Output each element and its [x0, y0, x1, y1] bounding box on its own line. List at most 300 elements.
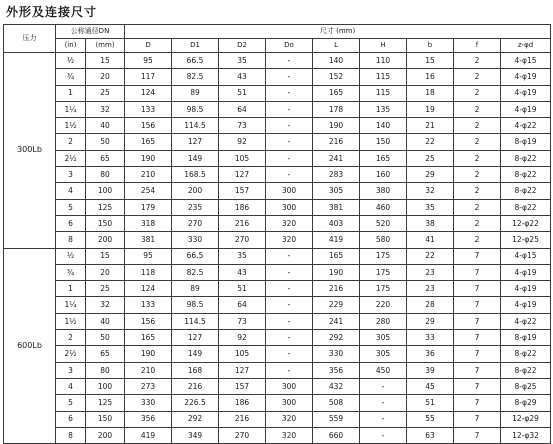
mm-header: (mm)	[86, 39, 125, 53]
cell-size-mm: 32	[86, 297, 125, 313]
cell-b: 39	[407, 362, 454, 378]
cell-D: 124	[125, 281, 172, 297]
cell-L: 216	[313, 281, 360, 297]
cell-L: 241	[313, 313, 360, 329]
table-row	[4, 346, 551, 362]
cell-b: 25	[407, 150, 454, 166]
cell-bolts: 8-φ22	[501, 167, 551, 183]
cell-H: 580	[360, 232, 407, 248]
cell-D2: 186	[219, 199, 266, 215]
cell-bolts: 8-φ22	[501, 150, 551, 166]
cell-D1: 114.5	[172, 118, 219, 134]
cell-H: -	[360, 427, 407, 443]
nominal-size-header: 公称通径DN	[56, 25, 125, 39]
cell-L: 356	[313, 362, 360, 378]
cell-size-mm: 20	[86, 69, 125, 85]
cell-bolts: 4-φ15	[501, 248, 551, 264]
cell-Do: -	[266, 134, 313, 150]
cell-size-mm: 100	[86, 183, 125, 199]
cell-D2: 51	[219, 281, 266, 297]
table-body	[4, 53, 551, 444]
cell-size-mm: 50	[86, 330, 125, 346]
cell-b: 22	[407, 134, 454, 150]
cell-D: 165	[125, 330, 172, 346]
cell-D: 210	[125, 167, 172, 183]
cell-bolts: 4-φ22	[501, 118, 551, 134]
cell-H: 140	[360, 118, 407, 134]
cell-D1: 168.5	[172, 167, 219, 183]
cell-H: 135	[360, 101, 407, 117]
cell-bolts: 4-φ19	[501, 101, 551, 117]
cell-size-in: 2½	[56, 346, 86, 362]
cell-H: 520	[360, 215, 407, 231]
cell-f: 7	[454, 411, 501, 427]
cell-bolts: 4-φ19	[501, 264, 551, 280]
cell-D: 419	[125, 427, 172, 443]
pressure-class-cell: 600Lb	[4, 248, 56, 444]
cell-bolts: 12-φ32	[501, 427, 551, 443]
page-title: 外形及连接尺寸	[6, 5, 98, 19]
cell-D2: 73	[219, 118, 266, 134]
cell-H: 305	[360, 330, 407, 346]
cell-L: 660	[313, 427, 360, 443]
cell-f: 7	[454, 264, 501, 280]
cell-H: 115	[360, 69, 407, 85]
pressure-class-cell: 300Lb	[4, 53, 56, 249]
cell-D1: 98.5	[172, 297, 219, 313]
cell-D2: 270	[219, 232, 266, 248]
cell-b: 16	[407, 69, 454, 85]
cell-f: 2	[454, 101, 501, 117]
table-row	[4, 411, 551, 427]
dimensions-header: 尺寸 (mm)	[125, 25, 551, 39]
cell-D1: 216	[172, 378, 219, 394]
cell-L: 140	[313, 53, 360, 69]
cell-b: 33	[407, 330, 454, 346]
cell-D1: 66.5	[172, 53, 219, 69]
cell-H: 110	[360, 53, 407, 69]
cell-size-in: 1½	[56, 313, 86, 329]
cell-b: 21	[407, 118, 454, 134]
table-row	[4, 330, 551, 346]
cell-f: 2	[454, 215, 501, 231]
cell-L: 190	[313, 264, 360, 280]
col-header-bolts: z-φd	[501, 39, 551, 53]
cell-Do: -	[266, 150, 313, 166]
table-row	[4, 264, 551, 280]
cell-D2: 127	[219, 362, 266, 378]
cell-size-in: 1¼	[56, 101, 86, 117]
cell-Do: -	[266, 264, 313, 280]
cell-size-in: ¾	[56, 69, 86, 85]
cell-size-mm: 80	[86, 167, 125, 183]
cell-b: 23	[407, 264, 454, 280]
cell-Do: -	[266, 118, 313, 134]
cell-D: 190	[125, 346, 172, 362]
cell-size-in: 3	[56, 167, 86, 183]
cell-L: 178	[313, 101, 360, 117]
cell-L: 403	[313, 215, 360, 231]
cell-b: 38	[407, 215, 454, 231]
cell-bolts: 8-φ22	[501, 346, 551, 362]
cell-H: 175	[360, 264, 407, 280]
cell-Do: -	[266, 313, 313, 329]
cell-f: 2	[454, 69, 501, 85]
inch-header: (in)	[56, 39, 86, 53]
cell-Do: -	[266, 167, 313, 183]
cell-L: 559	[313, 411, 360, 427]
cell-L: 216	[313, 134, 360, 150]
cell-bolts: 12-φ25	[501, 232, 551, 248]
cell-bolts: 4-φ15	[501, 53, 551, 69]
col-header-H: H	[360, 39, 407, 53]
cell-H: 380	[360, 183, 407, 199]
cell-size-in: ½	[56, 248, 86, 264]
cell-size-mm: 200	[86, 427, 125, 443]
cell-size-in: 1¼	[56, 297, 86, 313]
cell-bolts: 12-φ22	[501, 215, 551, 231]
table-row	[4, 215, 551, 231]
cell-Do: 300	[266, 378, 313, 394]
cell-D2: 186	[219, 395, 266, 411]
cell-size-in: 6	[56, 215, 86, 231]
cell-Do: 320	[266, 215, 313, 231]
cell-bolts: 4-φ19	[501, 85, 551, 101]
cell-L: 381	[313, 199, 360, 215]
table-row	[4, 199, 551, 215]
cell-size-in: ¾	[56, 264, 86, 280]
cell-f: 7	[454, 248, 501, 264]
cell-D1: 114.5	[172, 313, 219, 329]
cell-D1: 168	[172, 362, 219, 378]
cell-D: 381	[125, 232, 172, 248]
cell-Do: -	[266, 53, 313, 69]
col-header-Do: Do	[266, 39, 313, 53]
cell-H: 165	[360, 150, 407, 166]
cell-Do: 320	[266, 232, 313, 248]
cell-b: 18	[407, 85, 454, 101]
cell-D1: 235	[172, 199, 219, 215]
cell-b: 22	[407, 248, 454, 264]
cell-Do: 320	[266, 411, 313, 427]
cell-b: 28	[407, 297, 454, 313]
cell-D1: 98.5	[172, 101, 219, 117]
cell-size-mm: 80	[86, 362, 125, 378]
cell-Do: -	[266, 101, 313, 117]
cell-D2: 35	[219, 248, 266, 264]
cell-size-in: 1	[56, 85, 86, 101]
cell-size-mm: 65	[86, 150, 125, 166]
cell-bolts: 8-φ25	[501, 378, 551, 394]
cell-D: 190	[125, 150, 172, 166]
cell-bolts: 12-φ29	[501, 411, 551, 427]
cell-D: 210	[125, 362, 172, 378]
cell-bolts: 8-φ29	[501, 395, 551, 411]
cell-L: 292	[313, 330, 360, 346]
cell-Do: -	[266, 85, 313, 101]
cell-Do: 300	[266, 199, 313, 215]
cell-D1: 292	[172, 411, 219, 427]
cell-f: 2	[454, 167, 501, 183]
cell-Do: 300	[266, 395, 313, 411]
cell-Do: -	[266, 330, 313, 346]
cell-f: 7	[454, 427, 501, 443]
cell-D1: 82.5	[172, 264, 219, 280]
cell-L: 432	[313, 378, 360, 394]
cell-size-in: 4	[56, 378, 86, 394]
flange-dimension-table	[3, 24, 551, 444]
cell-D: 95	[125, 248, 172, 264]
cell-L: 305	[313, 183, 360, 199]
table-row	[4, 85, 551, 101]
cell-b: 29	[407, 167, 454, 183]
cell-D1: 349	[172, 427, 219, 443]
cell-D2: 92	[219, 330, 266, 346]
cell-size-mm: 40	[86, 118, 125, 134]
cell-Do: -	[266, 69, 313, 85]
cell-D1: 149	[172, 346, 219, 362]
cell-D: 156	[125, 313, 172, 329]
cell-size-in: 8	[56, 427, 86, 443]
cell-D1: 127	[172, 134, 219, 150]
col-header-D: D	[125, 39, 172, 53]
cell-D2: 105	[219, 346, 266, 362]
cell-D: 133	[125, 297, 172, 313]
cell-L: 190	[313, 118, 360, 134]
cell-f: 2	[454, 53, 501, 69]
cell-f: 7	[454, 313, 501, 329]
cell-D2: 127	[219, 167, 266, 183]
cell-D: 356	[125, 411, 172, 427]
cell-D1: 270	[172, 215, 219, 231]
cell-bolts: 8-φ22	[501, 183, 551, 199]
cell-f: 2	[454, 118, 501, 134]
cell-Do: -	[266, 248, 313, 264]
cell-size-mm: 65	[86, 346, 125, 362]
cell-size-mm: 125	[86, 199, 125, 215]
cell-L: 165	[313, 248, 360, 264]
cell-b: 23	[407, 281, 454, 297]
cell-bolts: 8-φ19	[501, 134, 551, 150]
cell-b: 19	[407, 101, 454, 117]
cell-D1: 330	[172, 232, 219, 248]
cell-H: 175	[360, 248, 407, 264]
cell-size-mm: 40	[86, 313, 125, 329]
cell-b: 36	[407, 346, 454, 362]
cell-size-in: 4	[56, 183, 86, 199]
cell-f: 7	[454, 362, 501, 378]
cell-D1: 66.5	[172, 248, 219, 264]
cell-size-mm: 150	[86, 411, 125, 427]
cell-D: 124	[125, 85, 172, 101]
cell-b: 55	[407, 411, 454, 427]
cell-Do: -	[266, 297, 313, 313]
cell-D2: 43	[219, 69, 266, 85]
cell-H: 115	[360, 85, 407, 101]
cell-size-in: 5	[56, 395, 86, 411]
cell-H: -	[360, 411, 407, 427]
table-row	[4, 134, 551, 150]
cell-f: 2	[454, 232, 501, 248]
cell-L: 165	[313, 85, 360, 101]
cell-D: 133	[125, 101, 172, 117]
cell-f: 2	[454, 85, 501, 101]
cell-size-mm: 25	[86, 281, 125, 297]
cell-D2: 270	[219, 427, 266, 443]
cell-L: 330	[313, 346, 360, 362]
cell-Do: -	[266, 362, 313, 378]
table-row	[4, 53, 551, 69]
cell-D: 118	[125, 264, 172, 280]
cell-H: 150	[360, 134, 407, 150]
cell-D2: 64	[219, 297, 266, 313]
cell-size-in: 1	[56, 281, 86, 297]
cell-f: 2	[454, 199, 501, 215]
cell-f: 7	[454, 297, 501, 313]
cell-L: 229	[313, 297, 360, 313]
cell-size-in: 8	[56, 232, 86, 248]
cell-bolts: 4-φ19	[501, 281, 551, 297]
cell-size-in: ½	[56, 53, 86, 69]
cell-D2: 35	[219, 53, 266, 69]
cell-b: 45	[407, 378, 454, 394]
cell-Do: 320	[266, 427, 313, 443]
cell-D1: 200	[172, 183, 219, 199]
cell-bolts: 4-φ19	[501, 69, 551, 85]
cell-H: 160	[360, 167, 407, 183]
table-row	[4, 101, 551, 117]
cell-b: 63	[407, 427, 454, 443]
cell-bolts: 8-φ22	[501, 199, 551, 215]
cell-L: 241	[313, 150, 360, 166]
cell-f: 2	[454, 134, 501, 150]
cell-b: 15	[407, 53, 454, 69]
cell-D1: 89	[172, 85, 219, 101]
cell-D: 318	[125, 215, 172, 231]
cell-Do: -	[266, 346, 313, 362]
col-header-f: f	[454, 39, 501, 53]
table-row	[4, 167, 551, 183]
cell-size-in: 6	[56, 411, 86, 427]
cell-D2: 105	[219, 150, 266, 166]
cell-H: 175	[360, 281, 407, 297]
cell-size-in: 5	[56, 199, 86, 215]
cell-D1: 127	[172, 330, 219, 346]
cell-bolts: 4-φ19	[501, 297, 551, 313]
table-row	[4, 248, 551, 264]
cell-D2: 216	[219, 215, 266, 231]
cell-H: 460	[360, 199, 407, 215]
cell-H: 280	[360, 313, 407, 329]
cell-f: 7	[454, 281, 501, 297]
cell-size-mm: 50	[86, 134, 125, 150]
cell-D2: 216	[219, 411, 266, 427]
cell-D: 330	[125, 395, 172, 411]
table-row	[4, 69, 551, 85]
cell-size-mm: 20	[86, 264, 125, 280]
cell-f: 2	[454, 183, 501, 199]
cell-b: 51	[407, 395, 454, 411]
cell-f: 7	[454, 378, 501, 394]
table-row	[4, 395, 551, 411]
cell-D: 95	[125, 53, 172, 69]
cell-f: 7	[454, 346, 501, 362]
cell-D2: 73	[219, 313, 266, 329]
pressure-header: 压力	[4, 25, 56, 53]
cell-H: 305	[360, 346, 407, 362]
cell-size-mm: 25	[86, 85, 125, 101]
cell-D: 156	[125, 118, 172, 134]
cell-L: 283	[313, 167, 360, 183]
cell-size-mm: 15	[86, 248, 125, 264]
cell-L: 152	[313, 69, 360, 85]
cell-D: 179	[125, 199, 172, 215]
table-row	[4, 150, 551, 166]
cell-D2: 43	[219, 264, 266, 280]
header-row-1	[4, 25, 551, 39]
cell-b: 35	[407, 199, 454, 215]
cell-H: 450	[360, 362, 407, 378]
cell-size-mm: 32	[86, 101, 125, 117]
cell-size-in: 3	[56, 362, 86, 378]
cell-bolts: 4-φ22	[501, 313, 551, 329]
table-row	[4, 313, 551, 329]
table-row	[4, 427, 551, 443]
cell-f: 7	[454, 395, 501, 411]
cell-size-in: 1½	[56, 118, 86, 134]
cell-size-in: 2½	[56, 150, 86, 166]
cell-size-mm: 125	[86, 395, 125, 411]
cell-D2: 92	[219, 134, 266, 150]
cell-D1: 82.5	[172, 69, 219, 85]
cell-Do: -	[266, 281, 313, 297]
cell-D: 273	[125, 378, 172, 394]
table-row	[4, 297, 551, 313]
cell-D1: 149	[172, 150, 219, 166]
cell-L: 419	[313, 232, 360, 248]
header-row-2	[4, 39, 551, 53]
cell-D2: 157	[219, 378, 266, 394]
table-row	[4, 118, 551, 134]
cell-D2: 64	[219, 101, 266, 117]
col-header-L: L	[313, 39, 360, 53]
cell-size-mm: 15	[86, 53, 125, 69]
table-row	[4, 362, 551, 378]
cell-b: 29	[407, 313, 454, 329]
cell-D1: 89	[172, 281, 219, 297]
cell-D1: 226.5	[172, 395, 219, 411]
table-row	[4, 232, 551, 248]
cell-Do: 300	[266, 183, 313, 199]
cell-bolts: 8-φ19	[501, 330, 551, 346]
cell-D2: 157	[219, 183, 266, 199]
cell-size-in: 2	[56, 330, 86, 346]
cell-b: 41	[407, 232, 454, 248]
table-row	[4, 183, 551, 199]
cell-size-mm: 150	[86, 215, 125, 231]
cell-f: 7	[454, 330, 501, 346]
table-row	[4, 281, 551, 297]
table-row	[4, 378, 551, 394]
cell-H: -	[360, 395, 407, 411]
cell-size-mm: 200	[86, 232, 125, 248]
cell-size-in: 2	[56, 134, 86, 150]
cell-D2: 51	[219, 85, 266, 101]
cell-D: 117	[125, 69, 172, 85]
cell-bolts: 8-φ22	[501, 362, 551, 378]
col-header-b: b	[407, 39, 454, 53]
cell-b: 32	[407, 183, 454, 199]
